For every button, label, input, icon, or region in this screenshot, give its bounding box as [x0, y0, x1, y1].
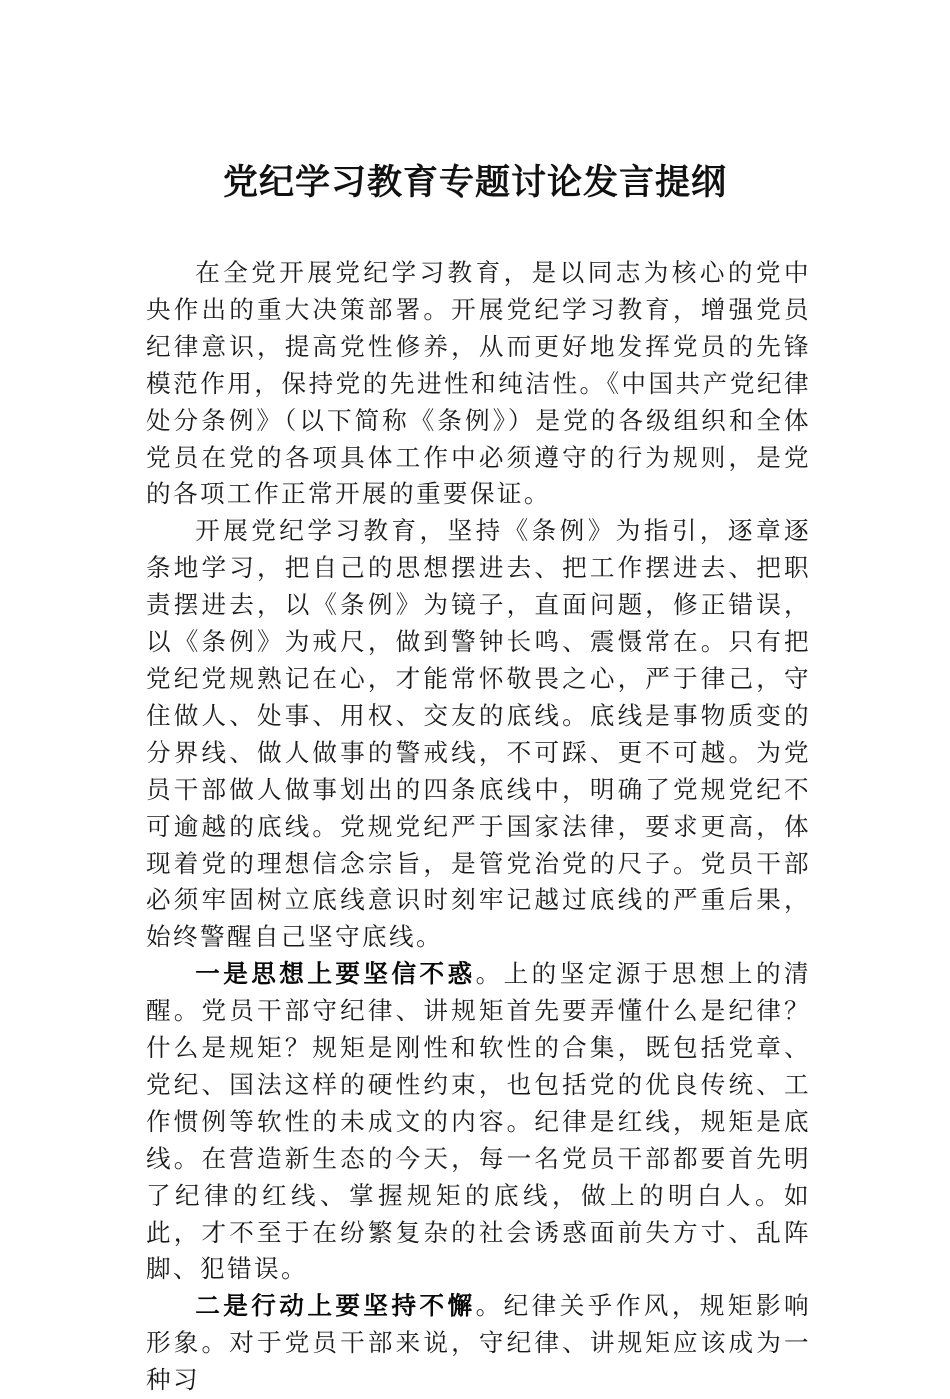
paragraph-text: 。上的坚定源于思想上的清醒。党员干部守纪律、讲规矩首先要弄懂什么是纪律？什么是规矩？规矩是刚性和软性的合集，既包括党章、党纪、国法这样的硬性约束，也包括党的优良传统、工作惯例等软性的未成文的内容。纪律是红线，规矩是底线。在营造新生态的今天，每一名党员干部都要首先明了纪律的红线、掌握规矩的底线，做上的明白人。如此，才不至于在纷繁复杂的社会诱惑面前失方寸、乱阵脚、犯错误。 [146, 959, 811, 1284]
paragraph-text: 在全党开展党纪学习教育，是以同志为核心的党中央作出的重大决策部署。开展党纪学习教育，增强党员纪律意识，提高党性修养，从而更好地发挥党员的先锋模范作用，保持党的先进性和纯洁性。《中国共产党纪律处分条例》（以下简称《条例》）是党的各级组织和全体党员在党的各项具体工作中必须遵守的行为规则，是党的各项工作正常开展的重要保证。 [146, 258, 811, 509]
paragraph-point-one [146, 956, 811, 1288]
paragraph-intro [146, 255, 811, 513]
paragraph-text: 。纪律关乎作风，规矩影响形象。对于党员干部来说，守纪律、讲规矩应该成为一种习 [146, 1291, 811, 1395]
paragraph-study [146, 513, 811, 956]
document-title: 党纪学习教育专题讨论发言提纲 [222, 162, 727, 203]
document-body [146, 255, 811, 1399]
paragraph-lead-heading: 二是行动上要坚持不懈 [195, 1291, 476, 1321]
paragraph-lead-heading: 一是思想上要坚信不惑 [195, 959, 476, 989]
paragraph-text: 开展党纪学习教育，坚持《条例》为指引，逐章逐条地学习，把自己的思想摆进去、把工作摆进去、把职责摆进去，以《条例》为镜子，直面问题，修正错误，以《条例》为戒尺，做到警钟长鸣、震慑常在。只有把党纪党规熟记在心，才能常怀敬畏之心，严于律己，守住做人、处事、用权、交友的底线。底线是事物质变的分界线、做人做事的警戒线，不可踩、更不可越。为党员干部做人做事划出的四条底线中，明确了党规党纪不可逾越的底线。党规党纪严于国家法律，要求更高，体现着党的理想信念宗旨，是管党治党的尺子。党员干部必须牢固树立底线意识时刻牢记越过底线的严重后果，始终警醒自己坚守底线。 [146, 516, 811, 952]
